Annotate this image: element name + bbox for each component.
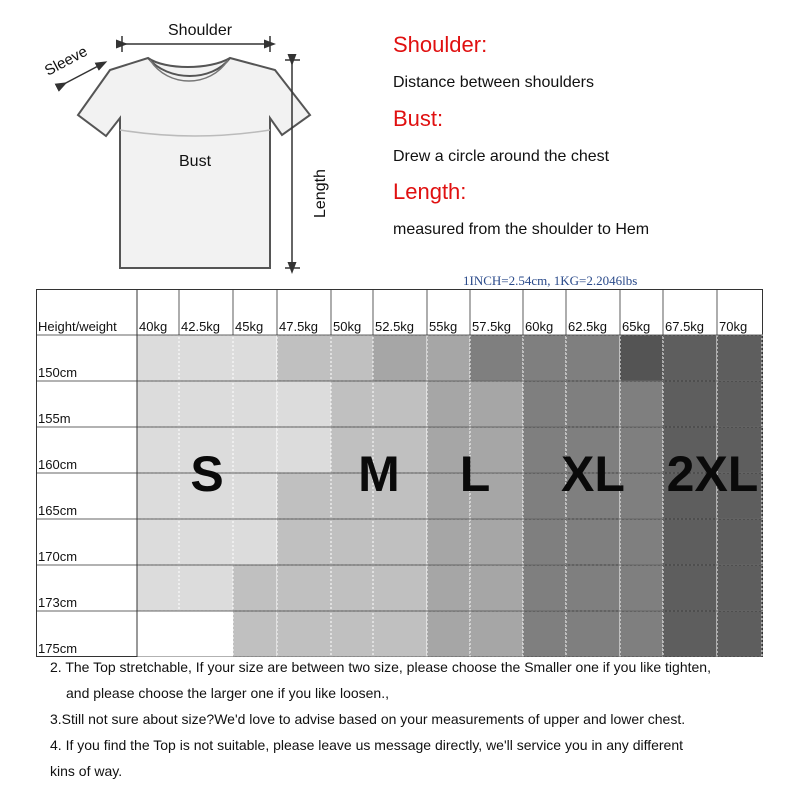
size-cell bbox=[137, 427, 179, 473]
length-description: measured from the shoulder to Hem bbox=[393, 221, 650, 238]
size-cell bbox=[663, 381, 717, 427]
size-cell bbox=[373, 519, 427, 565]
size-cell bbox=[566, 565, 620, 611]
tshirt-diagram bbox=[0, 0, 380, 280]
size-cell bbox=[470, 519, 523, 565]
size-cell bbox=[427, 611, 470, 657]
size-cell bbox=[523, 381, 566, 427]
note-4-line-1: 4. If you find the Top is not suitable, please leave us message directly, we'll service you in any different bbox=[50, 737, 684, 753]
size-cell bbox=[663, 519, 717, 565]
size-cell bbox=[470, 381, 523, 427]
size-cell bbox=[663, 335, 717, 381]
sleeve-label: Sleeve bbox=[41, 42, 91, 80]
size-cell bbox=[331, 611, 373, 657]
size-cell bbox=[427, 335, 470, 381]
size-cell bbox=[523, 473, 566, 519]
size-cell bbox=[373, 611, 427, 657]
size-cell bbox=[331, 381, 373, 427]
size-cell bbox=[523, 565, 566, 611]
size-cell bbox=[179, 335, 233, 381]
size-cell bbox=[233, 519, 277, 565]
unit-conversion: 1INCH=2.54cm, 1KG=2.2046lbs bbox=[463, 273, 638, 288]
size-cell bbox=[620, 335, 663, 381]
size-cell bbox=[137, 611, 179, 657]
size-cell bbox=[427, 519, 470, 565]
size-cell bbox=[277, 381, 331, 427]
size-label-2xl: 2XL bbox=[666, 446, 759, 502]
size-cell bbox=[233, 611, 277, 657]
weight-header: 50kg bbox=[333, 319, 362, 334]
size-cell bbox=[566, 381, 620, 427]
size-cell bbox=[523, 611, 566, 657]
weight-header: 40kg bbox=[139, 319, 168, 334]
weight-header: 52.5kg bbox=[375, 319, 415, 334]
size-cell bbox=[233, 565, 277, 611]
note-2-line-2: and please choose the larger one if you like loosen., bbox=[66, 685, 389, 701]
size-cell bbox=[137, 519, 179, 565]
size-cell bbox=[277, 519, 331, 565]
size-cell bbox=[620, 427, 663, 473]
size-cell bbox=[179, 565, 233, 611]
size-cell bbox=[233, 381, 277, 427]
height-label: 173cm bbox=[38, 595, 78, 610]
length-label: Length bbox=[312, 169, 329, 218]
weight-header: 55kg bbox=[429, 319, 458, 334]
size-cell bbox=[470, 335, 523, 381]
size-cell bbox=[717, 381, 762, 427]
size-cell bbox=[277, 427, 331, 473]
shoulder-label: Shoulder bbox=[168, 22, 233, 39]
size-cell bbox=[331, 565, 373, 611]
weight-header: 57.5kg bbox=[472, 319, 512, 334]
size-cell bbox=[717, 335, 762, 381]
weight-header: 62.5kg bbox=[568, 319, 608, 334]
bust-label: Bust bbox=[179, 153, 212, 170]
size-cell bbox=[523, 519, 566, 565]
size-cell bbox=[717, 611, 762, 657]
shoulder-term: Shoulder: bbox=[393, 32, 488, 57]
size-cell bbox=[233, 473, 277, 519]
weight-header: 70kg bbox=[719, 319, 748, 334]
size-label-s: S bbox=[190, 446, 224, 502]
size-cell bbox=[566, 335, 620, 381]
size-cell bbox=[620, 381, 663, 427]
size-label-xl: XL bbox=[561, 446, 625, 502]
size-cell bbox=[179, 381, 233, 427]
size-cell bbox=[137, 335, 179, 381]
weight-header: 60kg bbox=[525, 319, 554, 334]
height-label: 165cm bbox=[38, 503, 78, 518]
size-label-l: L bbox=[459, 446, 491, 502]
size-cell bbox=[373, 381, 427, 427]
size-cell bbox=[179, 611, 233, 657]
size-cell bbox=[470, 611, 523, 657]
weight-header: 65kg bbox=[622, 319, 651, 334]
size-cell bbox=[233, 427, 277, 473]
size-cell bbox=[331, 519, 373, 565]
size-cell bbox=[137, 473, 179, 519]
size-cell bbox=[137, 381, 179, 427]
height-label: 175cm bbox=[38, 641, 78, 656]
size-cell bbox=[523, 335, 566, 381]
size-cell bbox=[277, 565, 331, 611]
note-3: 3.Still not sure about size?We'd love to advise based on your measurements of upper and lower chest. bbox=[50, 711, 686, 727]
size-cell bbox=[620, 565, 663, 611]
note-4-line-2: kins of way. bbox=[50, 763, 123, 779]
size-cell bbox=[470, 565, 523, 611]
size-cell bbox=[427, 381, 470, 427]
bust-description: Drew a circle around the chest bbox=[393, 148, 610, 165]
height-label: 170cm bbox=[38, 549, 78, 564]
size-cell bbox=[277, 335, 331, 381]
size-cell bbox=[523, 427, 566, 473]
size-cell bbox=[331, 335, 373, 381]
corner-label: Height/weight bbox=[38, 319, 117, 334]
size-cell bbox=[277, 611, 331, 657]
size-cell bbox=[373, 565, 427, 611]
size-cell bbox=[179, 519, 233, 565]
bust-term: Bust: bbox=[393, 106, 444, 131]
size-cell bbox=[620, 473, 663, 519]
size-label-m: M bbox=[358, 446, 400, 502]
size-cell bbox=[717, 565, 762, 611]
length-term: Length: bbox=[393, 179, 467, 204]
size-cell bbox=[663, 565, 717, 611]
size-cell bbox=[620, 519, 663, 565]
size-cell bbox=[663, 611, 717, 657]
size-cell bbox=[373, 335, 427, 381]
size-cell bbox=[566, 519, 620, 565]
weight-header: 42.5kg bbox=[181, 319, 221, 334]
size-cell bbox=[620, 611, 663, 657]
height-label: 160cm bbox=[38, 457, 78, 472]
size-chart bbox=[36, 289, 764, 657]
height-label: 150cm bbox=[38, 365, 78, 380]
height-label: 155m bbox=[38, 411, 71, 426]
size-cell bbox=[137, 565, 179, 611]
size-cell bbox=[427, 565, 470, 611]
shoulder-description: Distance between shoulders bbox=[393, 74, 595, 91]
size-cell bbox=[233, 335, 277, 381]
weight-header: 47.5kg bbox=[279, 319, 319, 334]
note-2-line-1: 2. The Top stretchable, If your size are between two size, please choose the Smaller one if you like tighten, bbox=[50, 659, 711, 675]
size-cell bbox=[566, 611, 620, 657]
weight-header: 67.5kg bbox=[665, 319, 705, 334]
weight-header: 45kg bbox=[235, 319, 264, 334]
size-cell bbox=[277, 473, 331, 519]
size-cell bbox=[717, 519, 762, 565]
